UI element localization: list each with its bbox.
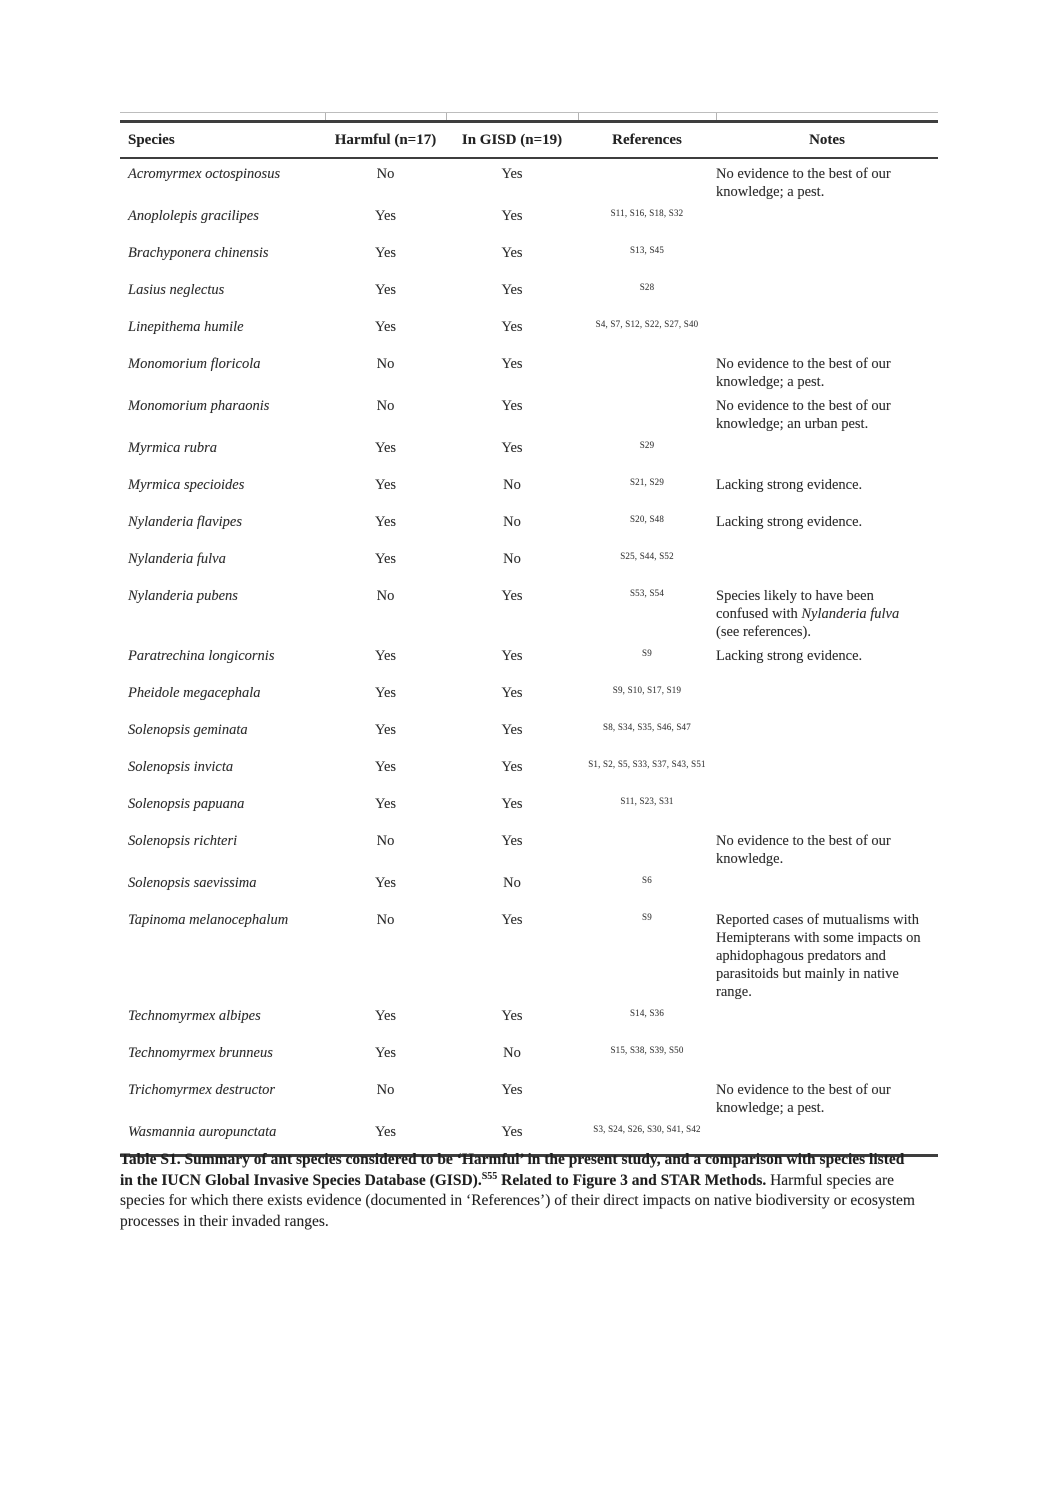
references-value: S11, S23, S31	[620, 796, 674, 806]
harmful-value: No	[376, 356, 395, 372]
gisd-value: Yes	[501, 722, 523, 738]
table-row	[120, 1001, 938, 1038]
references-value: S11, S16, S18, S32	[610, 208, 684, 218]
species-name: Solenopsis richteri	[128, 833, 238, 849]
column-header-references: References	[612, 131, 682, 148]
gisd-value: Yes	[501, 440, 523, 456]
species-name: Linepithema humile	[128, 319, 244, 335]
note-text	[716, 789, 938, 826]
note-text	[716, 868, 938, 905]
note-text	[716, 641, 938, 678]
harmful-value: Yes	[374, 319, 397, 335]
table-row	[120, 201, 938, 238]
references-value: S9	[642, 912, 652, 922]
column-header-gisd: In GISD (n=19)	[461, 131, 563, 148]
column-tick	[446, 113, 447, 120]
note-segment: Lacking strong evidence.	[716, 477, 863, 493]
note-text	[716, 544, 938, 581]
table-row	[120, 349, 938, 391]
table-row	[120, 789, 938, 826]
references-value: S25, S44, S52	[620, 551, 674, 561]
note-text	[716, 752, 938, 789]
gisd-value: Yes	[501, 796, 523, 812]
harmful-value: Yes	[374, 875, 397, 891]
caption-segment: Harmful species are species for which there exists evidence (documented in ‘References’) of their direct impacts on native biodiversity or ecosystem processes in their invaded ranges.	[120, 1171, 915, 1230]
species-name: Monomorium pharaonis	[128, 398, 270, 414]
harmful-value: Yes	[374, 514, 397, 530]
note-segment: (see references).	[716, 624, 811, 640]
species-name: Solenopsis invicta	[128, 759, 234, 775]
note-segment: No evidence to the best of our knowledge; a pest.	[716, 166, 891, 200]
gisd-value: No	[503, 551, 521, 567]
note-text	[716, 715, 938, 752]
harmful-value: Yes	[374, 685, 397, 701]
note-italic-segment: Nylanderia fulva	[801, 606, 900, 622]
species-name: Wasmannia auropunctata	[128, 1124, 277, 1140]
harmful-value: No	[376, 588, 395, 604]
table-header-row	[120, 123, 938, 157]
species-name: Nylanderia fulva	[128, 551, 226, 567]
table-row	[120, 641, 938, 678]
note-text	[716, 1117, 938, 1154]
table-row	[120, 678, 938, 715]
gisd-value: No	[503, 477, 521, 493]
note-text	[716, 826, 938, 868]
table-row	[120, 507, 938, 544]
gisd-value: No	[503, 875, 521, 891]
harmful-value: Yes	[374, 1045, 397, 1061]
table-top-gap	[120, 113, 938, 120]
gisd-value: Yes	[501, 1008, 523, 1024]
references-value	[578, 391, 716, 433]
note-segment: No evidence to the best of our knowledge; an urban pest.	[716, 398, 891, 432]
table-row	[120, 715, 938, 752]
harmful-value: No	[376, 912, 395, 928]
note-segment: No evidence to the best of our knowledge; a pest.	[716, 1082, 891, 1116]
note-segment: Lacking strong evidence.	[716, 514, 863, 530]
harmful-value: Yes	[374, 1124, 397, 1140]
species-name: Technomyrmex brunneus	[128, 1045, 273, 1061]
species-name: Myrmica specioides	[128, 477, 245, 493]
references-value: S13, S45	[629, 245, 665, 255]
references-value: S9	[642, 648, 652, 658]
harmful-value: Yes	[374, 759, 397, 775]
references-value	[578, 349, 716, 391]
species-name: Technomyrmex albipes	[128, 1008, 261, 1024]
gisd-value: Yes	[501, 1082, 523, 1098]
species-name: Brachyponera chinensis	[128, 245, 269, 261]
table-row	[120, 905, 938, 1001]
table-row	[120, 826, 938, 868]
table-row	[120, 1117, 938, 1154]
references-value: S3, S24, S26, S30, S41, S42	[593, 1124, 701, 1134]
references-value: S53, S54	[629, 588, 665, 598]
species-name: Acromyrmex octospinosus	[128, 166, 281, 182]
table-body	[120, 159, 938, 1154]
note-text	[716, 1001, 938, 1038]
table-row	[120, 238, 938, 275]
note-text	[716, 1038, 938, 1075]
harmful-value: No	[376, 833, 395, 849]
species-name: Anoplolepis gracilipes	[128, 208, 259, 224]
gisd-value: Yes	[501, 648, 523, 664]
gisd-value: Yes	[501, 685, 523, 701]
table-row	[120, 470, 938, 507]
caption-segment: Related to Figure 3 and STAR Methods.	[497, 1171, 767, 1189]
table-row	[120, 1075, 938, 1117]
references-value: S8, S34, S35, S46, S47	[603, 722, 691, 732]
references-value: S20, S48	[629, 514, 665, 524]
gisd-value: Yes	[501, 166, 523, 182]
note-text	[716, 470, 938, 507]
harmful-value: No	[376, 398, 395, 414]
species-name: Myrmica rubra	[128, 440, 218, 456]
note-segment: Reported cases of mutualisms with Hemipterans with some impacts on aphidophagous predators and parasitoids but mainly in native range.	[716, 912, 921, 1000]
harmful-value: Yes	[374, 722, 397, 738]
gisd-value: No	[503, 1045, 521, 1061]
note-segment: No evidence to the best of our knowledge; a pest.	[716, 356, 891, 390]
harmful-value: Yes	[374, 551, 397, 567]
references-value: S9, S10, S17, S19	[612, 685, 682, 695]
harmful-value: Yes	[374, 796, 397, 812]
gisd-value: Yes	[501, 833, 523, 849]
harmful-value: No	[376, 1082, 395, 1098]
species-name: Pheidole megacephala	[128, 685, 261, 701]
references-value: S21, S29	[629, 477, 665, 487]
species-name: Tapinoma melanocephalum	[128, 912, 289, 928]
caption-segment: Table S1. Summary of ant species considered to be ‘Harmful’ in the present study, and a comparison with species listed in the IUCN Global Invasive Species Database (GISD).	[120, 1151, 905, 1189]
table-row	[120, 581, 938, 641]
gisd-value: Yes	[501, 356, 523, 372]
note-segment: Lacking strong evidence.	[716, 648, 863, 664]
note-segment: No evidence to the best of our knowledge.	[716, 833, 891, 867]
table-row	[120, 312, 938, 349]
references-value: S29	[639, 440, 655, 450]
harmful-value: Yes	[374, 245, 397, 261]
gisd-value: Yes	[501, 759, 523, 775]
gisd-value: No	[503, 514, 521, 530]
note-text	[716, 1075, 938, 1117]
note-text	[716, 201, 938, 238]
references-value: S4, S7, S12, S22, S27, S40	[595, 319, 699, 329]
note-text	[716, 507, 938, 544]
note-segment: Species likely to have been confused with	[716, 588, 874, 622]
table-row	[120, 159, 938, 201]
column-header-notes: Notes	[809, 131, 845, 148]
note-text	[716, 581, 938, 641]
species-name: Solenopsis geminata	[128, 722, 248, 738]
table-row	[120, 544, 938, 581]
harmful-value: Yes	[374, 477, 397, 493]
species-name: Paratrechina longicornis	[128, 648, 275, 664]
note-text	[716, 349, 938, 391]
harmful-value: Yes	[374, 282, 397, 298]
note-text	[716, 312, 938, 349]
column-tick	[325, 113, 326, 120]
gisd-value: Yes	[501, 319, 523, 335]
table-row	[120, 868, 938, 905]
note-text	[716, 391, 938, 433]
column-tick	[716, 113, 717, 120]
references-value	[578, 826, 716, 868]
table-row	[120, 391, 938, 433]
references-value	[578, 1075, 716, 1117]
table-row	[120, 1038, 938, 1075]
note-text	[716, 678, 938, 715]
species-name: Lasius neglectus	[128, 282, 225, 298]
references-value: S6	[642, 875, 652, 885]
gisd-value: Yes	[501, 1124, 523, 1140]
gisd-value: Yes	[501, 208, 523, 224]
table-row	[120, 752, 938, 789]
column-tick	[578, 113, 579, 120]
harmful-value: No	[376, 166, 395, 182]
harmful-value: Yes	[374, 648, 397, 664]
species-name: Trichomyrmex destructor	[128, 1082, 275, 1098]
gisd-value: Yes	[501, 912, 523, 928]
harmful-value: Yes	[374, 1008, 397, 1024]
column-header-harmful: Harmful (n=17)	[334, 131, 437, 148]
note-text	[716, 433, 938, 470]
caption-superscript: S55	[481, 1170, 498, 1182]
table-row	[120, 433, 938, 470]
gisd-value: Yes	[501, 282, 523, 298]
references-value: S28	[639, 282, 655, 292]
species-name: Nylanderia pubens	[128, 588, 238, 604]
references-value	[578, 159, 716, 201]
note-text	[716, 905, 938, 1001]
note-text	[716, 159, 938, 201]
references-value: S14, S36	[629, 1008, 665, 1018]
gisd-value: Yes	[501, 245, 523, 261]
note-text	[716, 238, 938, 275]
note-text	[716, 275, 938, 312]
gisd-value: Yes	[501, 588, 523, 604]
column-header-species: Species	[128, 131, 175, 148]
references-value: S15, S38, S39, S50	[610, 1045, 684, 1055]
species-name: Nylanderia flavipes	[128, 514, 242, 530]
harmful-value: Yes	[374, 440, 397, 456]
species-table	[120, 112, 938, 1164]
harmful-value: Yes	[374, 208, 397, 224]
gisd-value: Yes	[501, 398, 523, 414]
table-row	[120, 275, 938, 312]
species-name: Monomorium floricola	[128, 356, 261, 372]
species-name: Solenopsis saevissima	[128, 875, 257, 891]
species-name: Solenopsis papuana	[128, 796, 245, 812]
table-caption	[120, 1150, 920, 1232]
references-value: S1, S2, S5, S33, S37, S43, S51	[588, 759, 706, 769]
